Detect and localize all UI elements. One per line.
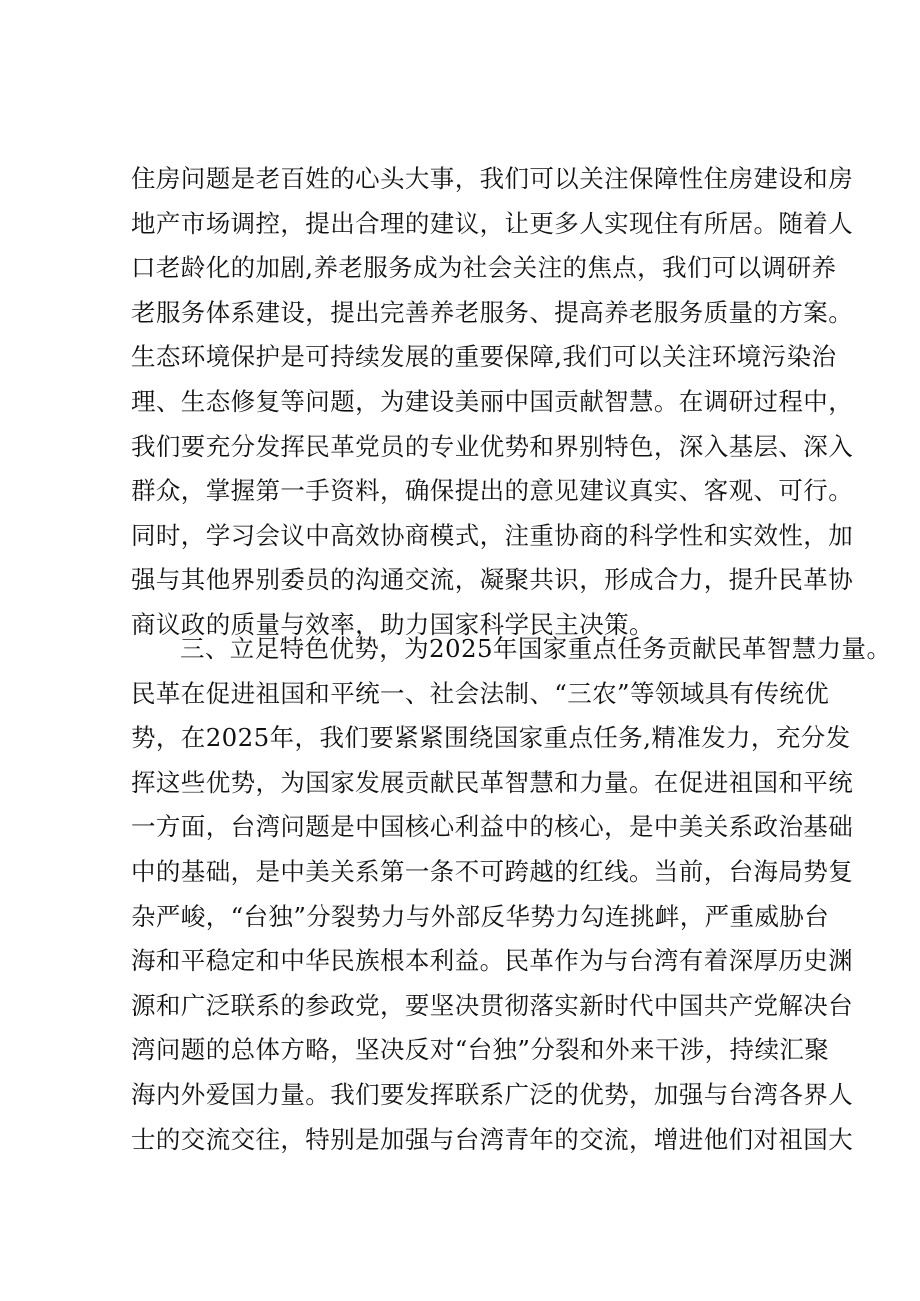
text-line: 我们要充分发挥民革党员的专业优势和界别特色，深入基层、深入 — [131, 431, 854, 461]
text-line: 中的基础，是中美关系第一条不可跨越的红线。当前，台海局势复 — [131, 856, 854, 886]
text-line: 士的交流交往，特别是加强与台湾青年的交流，增进他们对祖国大 — [131, 1124, 854, 1154]
text-line: 民革在促进祖国和平统一、社会法制、“三农”等领域具有传统优 — [131, 678, 830, 708]
section-heading-line: 三、立足特色优势，为2025年国家重点任务贡献民革智慧力量。 — [180, 634, 892, 663]
text-line: 海内外爱国力量。我们要发挥联系广泛的优势，加强与台湾各界人 — [131, 1079, 854, 1109]
paragraph-housing-elderly-environment — [131, 157, 854, 648]
text-line: 生态环境保护是可持续发展的重要保障,我们可以关注环境污染治 — [131, 342, 837, 372]
text-line: 理、生态修复等问题，为建设美丽中国贡献智慧。在调研过程中， — [131, 386, 854, 416]
text-line: 一方面，台湾问题是中国核心利益中的核心，是中美关系政治基础 — [131, 812, 854, 842]
text-line: 商议政的质量与效率，助力国家科学民主决策。 — [131, 609, 654, 639]
text-line: 源和广泛联系的参政党，要坚决贯彻落实新时代中国共产党解决台 — [131, 990, 854, 1020]
text-line: 住房问题是老百姓的心头大事，我们可以关注保障性住房建设和房 — [131, 164, 854, 193]
text-line: 老服务体系建设，提出完善养老服务、提高养老服务质量的方案。 — [131, 297, 854, 327]
text-line: 强与其他界别委员的沟通交流，凝聚共识，形成合力，提升民革协 — [131, 565, 854, 595]
text-line: 海和平稳定和中华民族根本利益。民革作为与台湾有着深厚历史渊 — [131, 946, 854, 976]
text-line: 挥这些优势，为国家发展贡献民革智慧和力量。在促进祖国和平统 — [131, 767, 854, 797]
text-line: 杂严峻，“台独”分裂势力与外部反华势力勾连挑衅，严重威胁台 — [131, 901, 830, 931]
text-line: 势，在2025年，我们要紧紧围绕国家重点任务,精准发力，充分发 — [131, 723, 851, 753]
text-line: 口老龄化的加剧,养老服务成为社会关注的焦点，我们可以调研养 — [131, 253, 837, 283]
text-line: 同时，学习会议中高效协商模式，注重协商的科学性和实效性，加 — [131, 520, 854, 550]
text-line: 湾问题的总体方略，坚决反对“台独”分裂和外来干涉，持续汇聚 — [131, 1035, 830, 1065]
text-line: 地产市场调控，提出合理的建议，让更多人实现住有所居。随着人 — [131, 208, 854, 238]
text-line: 群众，掌握第一手资料，确保提出的意见建议真实、客观、可行。 — [131, 476, 854, 506]
paragraph-section-three — [131, 627, 892, 1162]
